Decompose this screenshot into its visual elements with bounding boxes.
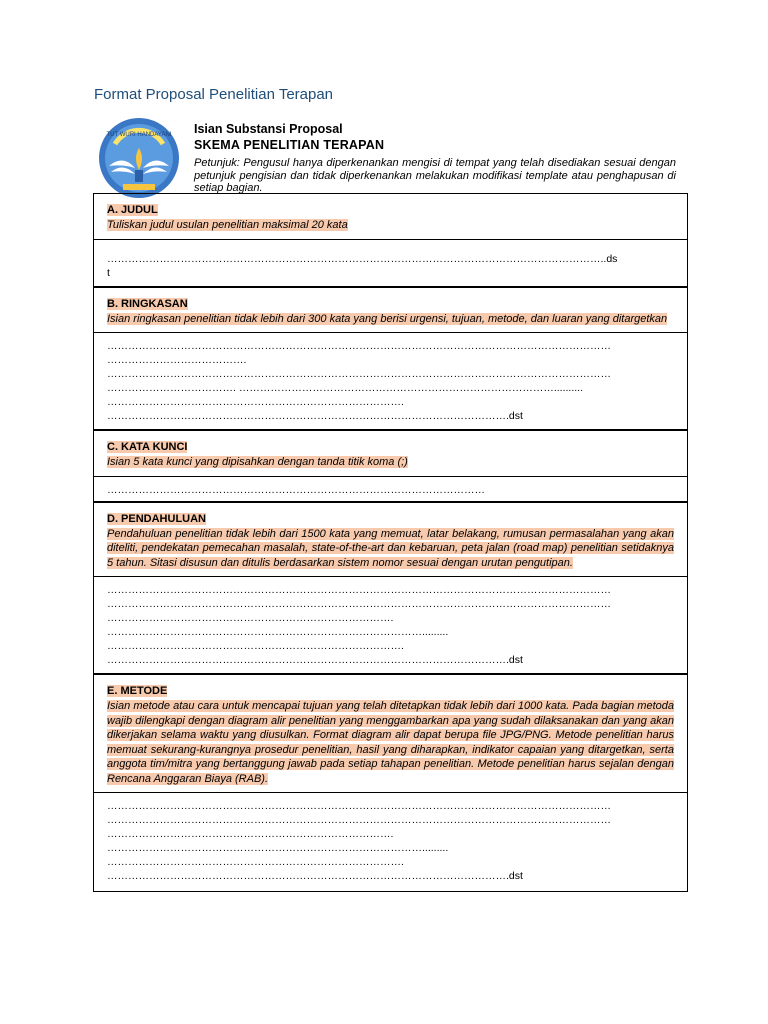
proposal-form bbox=[93, 193, 688, 892]
scheme-title: SKEMA PENELITIAN TERAPAN bbox=[194, 138, 385, 152]
section-judul-header bbox=[94, 194, 687, 240]
fill-line: …………………………………. bbox=[107, 354, 247, 366]
section-metode-header bbox=[94, 675, 687, 793]
section-pendahuluan-header bbox=[94, 503, 687, 578]
section-title: A. JUDUL bbox=[107, 204, 158, 216]
proposal-header bbox=[194, 121, 676, 195]
fill-line: ……………………………………………………………………………………………………………………………… bbox=[107, 340, 611, 352]
fill-line: …………………………………………………………………………. bbox=[107, 396, 404, 408]
fill-line: ………………………………………………………………………………......... bbox=[107, 626, 449, 638]
fill-line: …………………………………………………………………………………………………….dst bbox=[107, 654, 523, 666]
document-title: Format Proposal Penelitian Terapan bbox=[94, 86, 334, 103]
fill-line: ……………………………………………………………………………………………………………………………… bbox=[107, 814, 611, 826]
fill-line: …………………………………………………………………………. bbox=[107, 856, 404, 868]
fill-line: ………………………………………………………………………………......... bbox=[107, 842, 449, 854]
logo-lettering: TUT WURI HANDAYANI bbox=[106, 132, 172, 138]
section-description: Pendahuluan penelitian tidak lebih dari 1500 kata yang memuat, latar belakang, rumusan permasalahan yang akan diteliti, pendekatan pemecahan masalah, state-of-the-art dan kebaruan, peta jalan (road map) penelitian setidaknya 5 tahun. Sitasi disusun dan ditulis berdasarkan sistem nomor sesuai dengan urutan pengutipan. bbox=[107, 527, 674, 569]
section-description: Tuliskan judul usulan penelitian maksimal 20 kata bbox=[107, 219, 348, 231]
fill-line: ……………………………………………………………………………………………………………………………… bbox=[107, 800, 611, 812]
fill-line: ………………………………. ……………………………………………………………………………….......... bbox=[107, 382, 584, 394]
section-ringkasan-body[interactable] bbox=[94, 333, 687, 431]
fill-line: ………………………………………………………………………. bbox=[107, 828, 394, 840]
section-description: Isian 5 kata kunci yang dipisahkan dengan tanda titik koma (;) bbox=[107, 456, 408, 468]
fill-line: …………………………………………………………………………………………………….dst bbox=[107, 410, 523, 422]
fill-line: ……………………………………………………………………………………………………………………………… bbox=[107, 584, 611, 596]
section-kata-kunci-body[interactable] bbox=[94, 477, 687, 503]
fill-line: ………………………………………………………………………. bbox=[107, 612, 394, 624]
fill-line: ……………………………………………………………………………………………………………………………… bbox=[107, 368, 611, 380]
section-ringkasan-header bbox=[94, 288, 687, 334]
section-metode-body[interactable] bbox=[94, 793, 687, 891]
section-title: B. RINGKASAN bbox=[107, 297, 188, 310]
fill-line: t bbox=[107, 266, 110, 279]
section-kata-kunci-header bbox=[94, 431, 687, 477]
section-pendahuluan-body[interactable] bbox=[94, 577, 687, 675]
fill-line: …………………………………………………………………………………………………….dst bbox=[107, 870, 523, 882]
section-title: E. METODE bbox=[107, 685, 168, 697]
fill-line: …………………………………………………………………………. bbox=[107, 640, 404, 652]
section-title: C. KATA KUNCI bbox=[107, 441, 188, 453]
fill-line: ……………………………………………………………………………………………………………………………… bbox=[107, 598, 611, 610]
section-judul-body[interactable] bbox=[94, 240, 687, 288]
fill-line: ……………………………………………………………………………………………… bbox=[107, 483, 485, 496]
fill-line: ……………………………………………………………………………………………………………………………..ds bbox=[107, 252, 618, 265]
tut-wuri-handayani-logo bbox=[95, 114, 183, 202]
section-description: Isian ringkasan penelitian tidak lebih dari 300 kata yang berisi urgensi, tujuan, metode, dan luaran yang ditargetkan bbox=[107, 312, 668, 325]
proposal-subtitle: Isian Substansi Proposal bbox=[194, 122, 343, 136]
section-description: Isian metode atau cara untuk mencapai tujuan yang telah ditetapkan tidak lebih dari 1000 kata. Pada bagian metoda wajib dilengkapi dengan diagram alir penelitian yang menggambarkan apa yang sudah dilaksanakan dan yang akan dikerjakan selama waktu yang diusulkan. Format diagram alir dapat berupa file JPG/PNG. Metode penelitian harus memuat sekurang-kurangnya prosedur penelitian, hasil yang diharapkan, indikator capaian yang ditargetkan, serta anggota tim/mitra yang bertanggung jawab pada setiap tahapan penelitian. Metode penelitian harus sejalan dengan Rencana Anggaran Biaya (RAB). bbox=[107, 700, 674, 785]
instruction-text: Petunjuk: Pengusul hanya diperkenankan mengisi di tempat yang telah disediakan sesuai dengan petunjuk pengisian dan tidak diperkenankan melakukan modifikasi template atau penghapusan di setiap bagian. bbox=[194, 157, 676, 194]
section-title: D. PENDAHULUAN bbox=[107, 512, 206, 525]
